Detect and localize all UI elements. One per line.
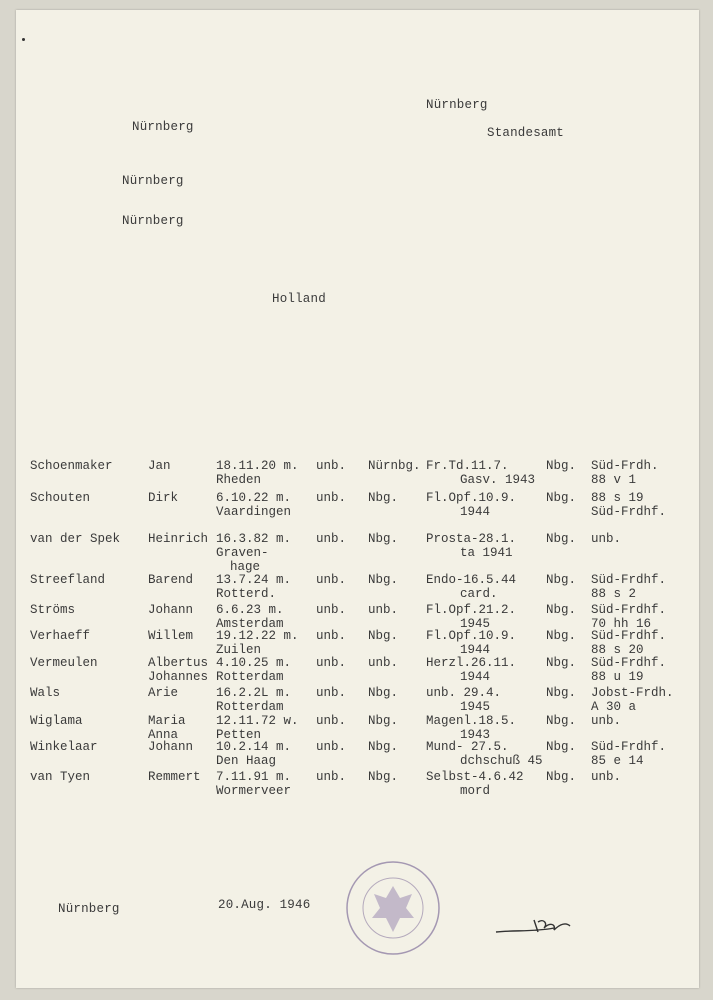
handwritten-signature <box>494 910 574 940</box>
cell-birthdate-line2: Wormerveer <box>216 784 292 798</box>
cell-birthdate-line1: 16.3.82 m. <box>216 532 292 546</box>
cell-cause-date-line1: Fl.Opf.10.9. <box>426 629 517 643</box>
cell-birthdate-line3: hage <box>230 560 261 574</box>
cell-birthdate <box>216 573 291 601</box>
cell-marital-status <box>316 740 346 754</box>
cell-surname-line1: Winkelaar <box>30 740 98 754</box>
cell-marital-status <box>316 686 346 700</box>
cell-marital-status-line1: unb. <box>316 573 347 587</box>
cell-cause-date <box>426 714 516 742</box>
cell-grave-line2: 88 u 19 <box>591 670 644 684</box>
cell-surname <box>30 770 90 784</box>
cell-residence <box>368 491 398 505</box>
cell-cause-date-line1: Mund- 27.5. <box>426 740 509 754</box>
cell-firstname <box>148 686 178 700</box>
cell-residence-line1: Nbg. <box>368 770 399 784</box>
cell-death-place-line1: Nbg. <box>546 740 577 754</box>
cell-firstname <box>148 603 193 617</box>
cell-birthdate-line2: Zuilen <box>216 643 262 657</box>
cell-cause-date-line2: 1944 <box>460 505 491 519</box>
footer-place: Nürnberg <box>58 902 120 916</box>
cell-cause-date <box>426 459 535 487</box>
cell-marital-status <box>316 714 346 728</box>
cell-firstname-line1: Arie <box>148 686 179 700</box>
cell-grave <box>591 573 666 601</box>
cell-death-place-line1: Nbg. <box>546 573 577 587</box>
cell-birthdate <box>216 656 291 684</box>
header-place-3: Nürnberg <box>122 174 184 188</box>
cell-birthdate <box>216 459 299 487</box>
cell-birthdate-line1: 4.10.25 m. <box>216 656 292 670</box>
cell-grave-line2: 88 v 1 <box>591 473 637 487</box>
cell-firstname-line1: Remmert <box>148 770 201 784</box>
cell-cause-date-line1: Endo-16.5.44 <box>426 573 517 587</box>
cell-birthdate-line2: Rotterdam <box>216 700 284 714</box>
cell-birthdate <box>216 629 299 657</box>
cell-residence <box>368 714 398 728</box>
cell-surname <box>30 714 83 728</box>
cell-birthdate-line2: Graven- <box>216 546 269 560</box>
footer-date: 20.Aug. 1946 <box>218 898 311 912</box>
cell-surname <box>30 459 113 473</box>
cell-grave-line1: Süd-Frdhf. <box>591 656 667 670</box>
cell-birthdate-line1: 18.11.20 m. <box>216 459 299 473</box>
header-office: Standesamt <box>487 126 565 140</box>
cell-birthdate-line1: 19.12.22 m. <box>216 629 299 643</box>
header-place-top: Nürnberg <box>426 98 488 112</box>
cell-cause-date-line1: unb. 29.4. <box>426 686 502 700</box>
cell-cause-date-line2: card. <box>460 587 498 601</box>
cell-cause-date-line2: Gasv. 1943 <box>460 473 536 487</box>
cell-surname <box>30 603 75 617</box>
cell-marital-status-line1: unb. <box>316 714 347 728</box>
table-row <box>16 686 699 716</box>
cell-firstname <box>148 656 208 684</box>
cell-marital-status-line1: unb. <box>316 459 347 473</box>
cell-cause-date <box>426 770 524 798</box>
cell-grave <box>591 532 621 546</box>
cell-cause-date-line1: Selbst-4.6.42 <box>426 770 524 784</box>
cell-birthdate <box>216 740 291 768</box>
cell-residence-line1: Nürnbg. <box>368 459 421 473</box>
cell-surname-line1: Wals <box>30 686 61 700</box>
cell-residence-line1: Nbg. <box>368 714 399 728</box>
cell-residence-line1: Nbg. <box>368 629 399 643</box>
cell-grave-line1: Süd-Frdhf. <box>591 629 667 643</box>
cell-marital-status <box>316 656 346 670</box>
cell-cause-date-line2: 1944 <box>460 643 491 657</box>
cell-death-place-line1: Nbg. <box>546 714 577 728</box>
cell-grave-line1: Süd-Frdhf. <box>591 603 667 617</box>
cell-birthdate-line2: Rotterdam <box>216 670 284 684</box>
cell-death-place <box>546 770 576 784</box>
cell-surname-line1: Wiglama <box>30 714 83 728</box>
cell-birthdate <box>216 686 291 714</box>
cell-birthdate-line2: Vaardingen <box>216 505 292 519</box>
cell-death-place-line1: Nbg. <box>546 656 577 670</box>
cell-residence <box>368 686 398 700</box>
cell-firstname-line1: Barend <box>148 573 194 587</box>
cell-grave-line2: 88 s 20 <box>591 643 644 657</box>
cell-marital-status <box>316 770 346 784</box>
cell-death-place-line1: Nbg. <box>546 686 577 700</box>
cell-cause-date <box>426 603 516 631</box>
cell-residence-line1: unb. <box>368 603 399 617</box>
cell-cause-date-line1: Prosta-28.1. <box>426 532 517 546</box>
cell-cause-date-line1: Fr.Td.11.7. <box>426 459 509 473</box>
cell-cause-date <box>426 686 501 714</box>
cell-death-place-line1: Nbg. <box>546 491 577 505</box>
cell-firstname-line1: Willem <box>148 629 194 643</box>
cell-marital-status <box>316 629 346 643</box>
cell-surname-line1: Schouten <box>30 491 91 505</box>
cell-grave <box>591 603 666 631</box>
cell-cause-date-line1: Herzl.26.11. <box>426 656 517 670</box>
cell-marital-status <box>316 573 346 587</box>
cell-grave <box>591 770 621 784</box>
cell-firstname <box>148 459 171 473</box>
cell-cause-date <box>426 629 516 657</box>
table-row <box>16 491 699 521</box>
cell-death-place <box>546 686 576 700</box>
cell-birthdate-line1: 12.11.72 w. <box>216 714 299 728</box>
cell-grave <box>591 629 666 657</box>
cell-marital-status-line1: unb. <box>316 629 347 643</box>
cell-death-place-line1: Nbg. <box>546 603 577 617</box>
table-row <box>16 629 699 659</box>
cell-grave-line2: A 30 a <box>591 700 637 714</box>
cell-death-place <box>546 573 576 587</box>
cell-surname-line1: Ströms <box>30 603 76 617</box>
table-row <box>16 770 699 800</box>
table-row <box>16 459 699 489</box>
cell-death-place <box>546 491 576 505</box>
cell-residence <box>368 532 398 546</box>
cell-firstname <box>148 740 193 754</box>
cell-marital-status-line1: unb. <box>316 686 347 700</box>
cell-cause-date-line1: Magenl.18.5. <box>426 714 517 728</box>
cell-surname <box>30 656 98 670</box>
cell-birthdate <box>216 532 291 574</box>
cell-grave-line1: 88 s 19 <box>591 491 644 505</box>
cell-residence <box>368 656 398 670</box>
cell-grave <box>591 686 674 714</box>
cell-surname-line1: Schoenmaker <box>30 459 113 473</box>
table-row <box>16 740 699 770</box>
cell-cause-date <box>426 573 516 601</box>
cell-death-place-line1: Nbg. <box>546 629 577 643</box>
cell-grave-line2: 85 e 14 <box>591 754 644 768</box>
cell-cause-date-line1: Fl.Opf.10.9. <box>426 491 517 505</box>
cell-firstname <box>148 491 178 505</box>
cell-grave-line1: unb. <box>591 714 622 728</box>
cell-birthdate-line2: Rotterd. <box>216 587 277 601</box>
cell-cause-date <box>426 740 543 768</box>
cell-residence-line1: Nbg. <box>368 532 399 546</box>
cell-surname <box>30 686 60 700</box>
cell-birthdate-line2: Petten <box>216 728 262 742</box>
cell-residence <box>368 740 398 754</box>
cell-marital-status <box>316 603 346 617</box>
cell-cause-date-line2: 1945 <box>460 617 491 631</box>
table-row <box>16 573 699 603</box>
cell-birthdate-line1: 6.10.22 m. <box>216 491 292 505</box>
cell-firstname-line1: Maria <box>148 714 186 728</box>
cell-residence <box>368 603 398 617</box>
cell-surname <box>30 491 90 505</box>
cell-grave <box>591 656 666 684</box>
cell-birthdate-line2: Den Haag <box>216 754 277 768</box>
official-seal-stamp <box>338 858 448 958</box>
cell-grave <box>591 459 659 487</box>
cell-firstname-line1: Johann <box>148 740 194 754</box>
cell-firstname-line2: Anna <box>148 728 179 742</box>
cell-firstname <box>148 714 186 742</box>
cell-marital-status-line1: unb. <box>316 656 347 670</box>
cell-residence <box>368 459 421 473</box>
cell-marital-status <box>316 459 346 473</box>
cell-residence-line1: unb. <box>368 656 399 670</box>
cell-death-place <box>546 459 576 473</box>
cell-surname-line1: Streefland <box>30 573 106 587</box>
cell-firstname-line1: Dirk <box>148 491 179 505</box>
header-country: Holland <box>272 292 326 306</box>
cell-birthdate-line1: 10.2.14 m. <box>216 740 292 754</box>
cell-cause-date-line2: mord <box>460 784 491 798</box>
cell-cause-date-line2: 1943 <box>460 728 491 742</box>
cell-cause-date <box>426 532 516 560</box>
cell-death-place-line1: Nbg. <box>546 770 577 784</box>
cell-cause-date-line2: 1945 <box>460 700 491 714</box>
cell-firstname <box>148 770 201 784</box>
cell-grave-line1: Jobst-Frdh. <box>591 686 674 700</box>
cell-grave-line1: Süd-Frdhf. <box>591 740 667 754</box>
cell-grave <box>591 491 666 519</box>
cell-surname <box>30 573 105 587</box>
cell-birthdate <box>216 491 291 519</box>
table-row <box>16 532 699 574</box>
cell-marital-status-line1: unb. <box>316 491 347 505</box>
cell-cause-date <box>426 656 516 684</box>
cell-firstname <box>148 629 193 643</box>
cell-death-place <box>546 714 576 728</box>
cell-surname-line1: Verhaeff <box>30 629 91 643</box>
cell-surname <box>30 629 90 643</box>
cell-grave <box>591 740 666 768</box>
cell-death-place <box>546 740 576 754</box>
cell-surname-line1: Vermeulen <box>30 656 98 670</box>
cell-firstname-line1: Heinrich <box>148 532 209 546</box>
cell-death-place <box>546 629 576 643</box>
cell-marital-status-line1: unb. <box>316 740 347 754</box>
cell-marital-status <box>316 532 346 546</box>
cell-marital-status-line1: unb. <box>316 603 347 617</box>
cell-marital-status <box>316 491 346 505</box>
cell-marital-status-line1: unb. <box>316 532 347 546</box>
header-place-left: Nürnberg <box>132 120 194 134</box>
cell-death-place <box>546 532 576 546</box>
cell-birthdate-line1: 6.6.23 m. <box>216 603 284 617</box>
cell-death-place-line1: Nbg. <box>546 459 577 473</box>
cell-firstname-line1: Albertus <box>148 656 209 670</box>
cell-surname <box>30 740 98 754</box>
cell-cause-date-line2: 1944 <box>460 670 491 684</box>
cell-birthdate-line1: 13.7.24 m. <box>216 573 292 587</box>
cell-surname-line1: van der Spek <box>30 532 121 546</box>
header-place-4: Nürnberg <box>122 214 184 228</box>
cell-firstname <box>148 573 193 587</box>
cell-birthdate <box>216 603 284 631</box>
cell-grave-line1: Süd-Frdh. <box>591 459 659 473</box>
cell-death-place-line1: Nbg. <box>546 532 577 546</box>
cell-birthdate-line2: Amsterdam <box>216 617 284 631</box>
cell-marital-status-line1: unb. <box>316 770 347 784</box>
cell-birthdate-line2: Rheden <box>216 473 262 487</box>
cell-surname-line1: van Tyen <box>30 770 91 784</box>
cell-cause-date <box>426 491 516 519</box>
cell-cause-date-line2: dchschuß 45 <box>460 754 543 768</box>
cell-surname <box>30 532 120 546</box>
cell-residence-line1: Nbg. <box>368 740 399 754</box>
punch-mark <box>22 38 25 41</box>
cell-residence-line1: Nbg. <box>368 491 399 505</box>
cell-birthdate-line1: 7.11.91 m. <box>216 770 292 784</box>
cell-grave-line2: 88 s 2 <box>591 587 637 601</box>
cell-grave-line2: 70 hh 16 <box>591 617 652 631</box>
cell-cause-date-line2: ta 1941 <box>460 546 513 560</box>
cell-residence <box>368 629 398 643</box>
cell-birthdate <box>216 714 299 742</box>
table-row <box>16 656 699 686</box>
cell-residence <box>368 770 398 784</box>
cell-death-place <box>546 656 576 670</box>
cell-cause-date-line1: Fl.Opf.21.2. <box>426 603 517 617</box>
cell-death-place <box>546 603 576 617</box>
cell-grave-line1: Süd-Frdhf. <box>591 573 667 587</box>
cell-grave-line1: unb. <box>591 770 622 784</box>
cell-grave <box>591 714 621 728</box>
cell-birthdate <box>216 770 291 798</box>
cell-residence <box>368 573 398 587</box>
cell-birthdate-line1: 16.2.2L m. <box>216 686 292 700</box>
cell-firstname-line1: Johann <box>148 603 194 617</box>
cell-residence-line1: Nbg. <box>368 686 399 700</box>
cell-firstname-line1: Jan <box>148 459 171 473</box>
document-page <box>16 10 699 988</box>
cell-firstname-line2: Johannes <box>148 670 209 684</box>
cell-grave-line2: Süd-Frdhf. <box>591 505 667 519</box>
cell-grave-line1: unb. <box>591 532 622 546</box>
cell-firstname <box>148 532 208 546</box>
cell-residence-line1: Nbg. <box>368 573 399 587</box>
